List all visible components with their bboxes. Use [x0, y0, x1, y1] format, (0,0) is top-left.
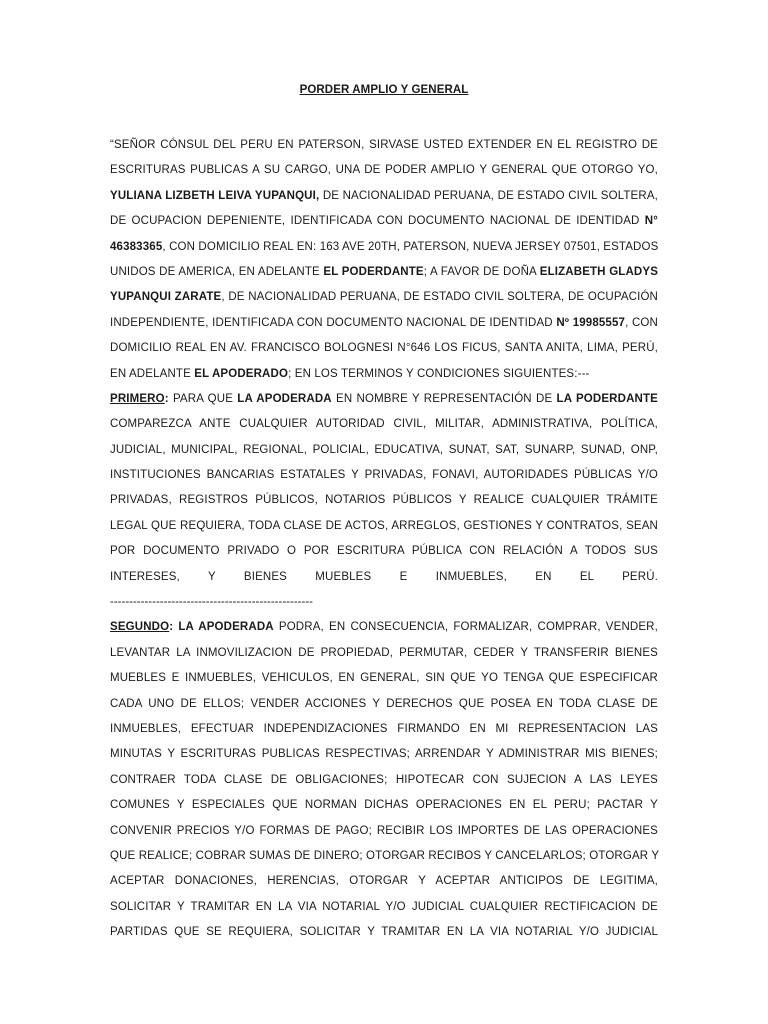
text-line [110, 768, 658, 793]
bold-text: YUPANQUI ZARATE [110, 291, 222, 304]
bold-text: EL PODERDANTE [323, 265, 424, 278]
text-segment: PRIVADAS, REGISTROS PÚBLICOS, NOTARIOS PÚBLICOS Y REALICE CUALQUIER TRÁMITE [110, 494, 658, 507]
text-segment: ACEPTAR DONACIONES, HERENCIAS, OTORGAR Y ACEPTAR ANTICIPOS DE LEGITIMA, [110, 875, 658, 888]
text-segment: ; EN LOS TERMINOS Y CONDICIONES SIGUIENTES:--- [288, 367, 590, 380]
text-segment: INSTITUCIONES BANCARIAS ESTATALES Y PRIVADAS, FONAVI, AUTORIDADES PÚBLICAS Y/O [110, 469, 658, 482]
bold-text: Nº 19985557 [556, 316, 626, 329]
document-body [110, 133, 658, 946]
text-segment: PODRA, EN CONSECUENCIA, FORMALIZAR, COMPRAR, VENDER, [273, 621, 658, 634]
text-segment: INMUEBLES, EFECTUAR INDEPENDIZACIONES FIRMANDO EN MI REPRESENTACION LAS [110, 722, 658, 735]
text-segment: INTERESES, Y BIENES MUEBLES E INMUEBLES, EN EL PERÚ. [110, 570, 658, 583]
text-line [110, 336, 658, 361]
text-segment: POR DOCUMENTO PRIVADO O POR ESCRITURA PÚBLICA CON RELACIÓN A TODOS SUS [110, 545, 658, 558]
document-title: PORDER AMPLIO Y GENERAL [299, 84, 469, 96]
paragraph-intro [110, 133, 658, 387]
text-segment: , DE NACIONALIDAD PERUANA, DE ESTADO CIVIL SOLTERA, DE OCUPACIÓN [221, 291, 658, 304]
paragraph-segundo [110, 615, 658, 945]
text-line [110, 260, 658, 285]
text-segment: PARA QUE [168, 392, 238, 405]
text-line [110, 565, 658, 590]
text-segment: MINUTAS Y ESCRITURAS PUBLICAS RESPECTIVAS; ARRENDAR Y ADMINISTRAR MIS BIENES; [110, 748, 658, 761]
text-line [110, 793, 658, 818]
text-segment: DE NACIONALIDAD PERUANA, DE ESTADO CIVIL SOLTERA, [319, 189, 658, 202]
text-line [110, 463, 658, 488]
text-segment: COMUNES Y ESPECIALES QUE NORMAN DICHAS OPERACIONES EN EL PERU; PACTAR Y [110, 799, 658, 812]
text-line [110, 920, 658, 945]
text-segment: PARTIDAS QUE SE REQUIERA, SOLICITAR Y TRAMITAR EN LA VIA NOTARIAL Y/O JUDICIAL [110, 926, 658, 939]
text-segment: , CON DOMICILIO REAL EN: 163 AVE 20TH, PATERSON, NUEVA JERSEY 07501, ESTADOS [162, 240, 659, 253]
text-line [110, 362, 658, 387]
text-segment: ; A FAVOR DE DOÑA [423, 265, 540, 278]
text-line [110, 590, 658, 615]
text-line [110, 717, 658, 742]
text-segment: ESCRITURAS PUBLICAS A SU CARGO, UNA DE PODER AMPLIO Y GENERAL QUE OTORGO YO, [110, 164, 658, 177]
text-line [110, 666, 658, 691]
text-line [110, 692, 658, 717]
text-segment: QUE REALICE; COBRAR SUMAS DE DINERO; OTORGAR RECIBOS Y CANCELARLOS; OTORGAR Y [110, 849, 660, 862]
paragraph-primero [110, 387, 658, 616]
text-line [110, 235, 658, 260]
text-segment: EN NOMBRE Y REPRESENTACIÓN DE [331, 392, 557, 405]
bold-text: 46383365 [110, 240, 163, 253]
text-segment: SOLICITAR Y TRAMITAR EN LA VIA NOTARIAL Y/O JUDICIAL CUALQUIER RECTIFICACION DE [110, 900, 658, 913]
text-line [110, 844, 658, 869]
bold-text: : [169, 621, 174, 634]
text-segment: EN ADELANTE [110, 367, 195, 380]
text-segment: COMPAREZCA ANTE CUALQUIER AUTORIDAD CIVIL, MILITAR, ADMINISTRATIVA, POLÍTICA, [110, 418, 658, 431]
text-segment: LEGAL QUE REQUIERA, TODA CLASE DE ACTOS, ARREGLOS, GESTIONES Y CONTRATOS, SEAN [110, 519, 658, 532]
text-line [110, 285, 658, 310]
text-segment: UNIDOS DE AMERICA, EN ADELANTE [110, 265, 324, 278]
bold-text: ELIZABETH GLADYS [539, 265, 659, 278]
bold-text: SEGUNDO [110, 621, 170, 634]
text-line [110, 895, 658, 920]
text-line [110, 742, 658, 767]
bold-text: : [164, 392, 169, 405]
text-segment: DOMICILIO REAL EN AV. FRANCISCO BOLOGNESI N°646 LOS FICUS, SANTA ANITA, LIMA, PERÚ, [110, 342, 658, 355]
bold-text: YULIANA LIZBETH LEIVA YUPANQUI, [110, 189, 320, 202]
text-line [110, 869, 658, 894]
text-line [110, 641, 658, 666]
text-line [110, 209, 658, 234]
text-line [110, 387, 658, 412]
bold-text: EL APODERADO [194, 367, 289, 380]
text-line [110, 539, 658, 564]
text-segment: CADA UNO DE ELLOS; VENDER ACCIONES Y DERECHOS QUE POSEA EN TODA CLASE DE [110, 697, 658, 710]
text-line [110, 488, 658, 513]
text-segment: LEVANTAR LA INMOVILIZACION DE PROPIEDAD, PERMUTAR, CEDER Y TRANSFERIR BIENES [110, 646, 658, 659]
text-segment: DE OCUPACION DEPENIENTE, IDENTIFICADA CON DOCUMENTO NACIONAL DE IDENTIDAD [110, 215, 645, 228]
bold-text: N° [644, 215, 658, 228]
bold-text: LA APODERADA [237, 392, 332, 405]
text-line [110, 133, 658, 158]
bold-text: LA PODERDANTE [556, 392, 658, 405]
text-segment: CONVENIR PRECIOS Y/O FORMAS DE PAGO; RECIBIR LOS IMPORTES DE LAS OPERACIONES [110, 824, 658, 837]
dash-rule: ----------------------------------------------------- [110, 596, 313, 609]
text-line [110, 514, 658, 539]
text-line [110, 311, 658, 336]
text-line [110, 184, 658, 209]
text-line [110, 158, 658, 183]
text-line [110, 412, 658, 437]
text-segment: , CON [625, 316, 658, 329]
text-segment: MUEBLES E INMUEBLES, VEHICULOS, EN GENERAL, SIN QUE YO TENGA QUE ESPECIFICAR [110, 672, 658, 685]
bold-text: PRIMERO [110, 392, 165, 405]
text-segment: “SEÑOR CÓNSUL DEL PERU EN PATERSON, SIRVASE USTED EXTENDER EN EL REGISTRO DE [110, 139, 658, 151]
text-segment: JUDICIAL, MUNICIPAL, REGIONAL, POLICIAL, EDUCATIVA, SUNAT, SAT, SUNARP, SUNAD, ONP, [110, 443, 658, 456]
text-line [110, 615, 658, 640]
text-segment: INDEPENDIENTE, IDENTIFICADA CON DOCUMENTO NACIONAL DE IDENTIDAD [110, 316, 557, 329]
bold-text: LA APODERADA [178, 621, 274, 634]
text-line [110, 438, 658, 463]
text-segment: CONTRAER TODA CLASE DE OBLIGACIONES; HIPOTECAR CON SUJECION A LAS LEYES [110, 773, 658, 786]
text-line [110, 819, 658, 844]
